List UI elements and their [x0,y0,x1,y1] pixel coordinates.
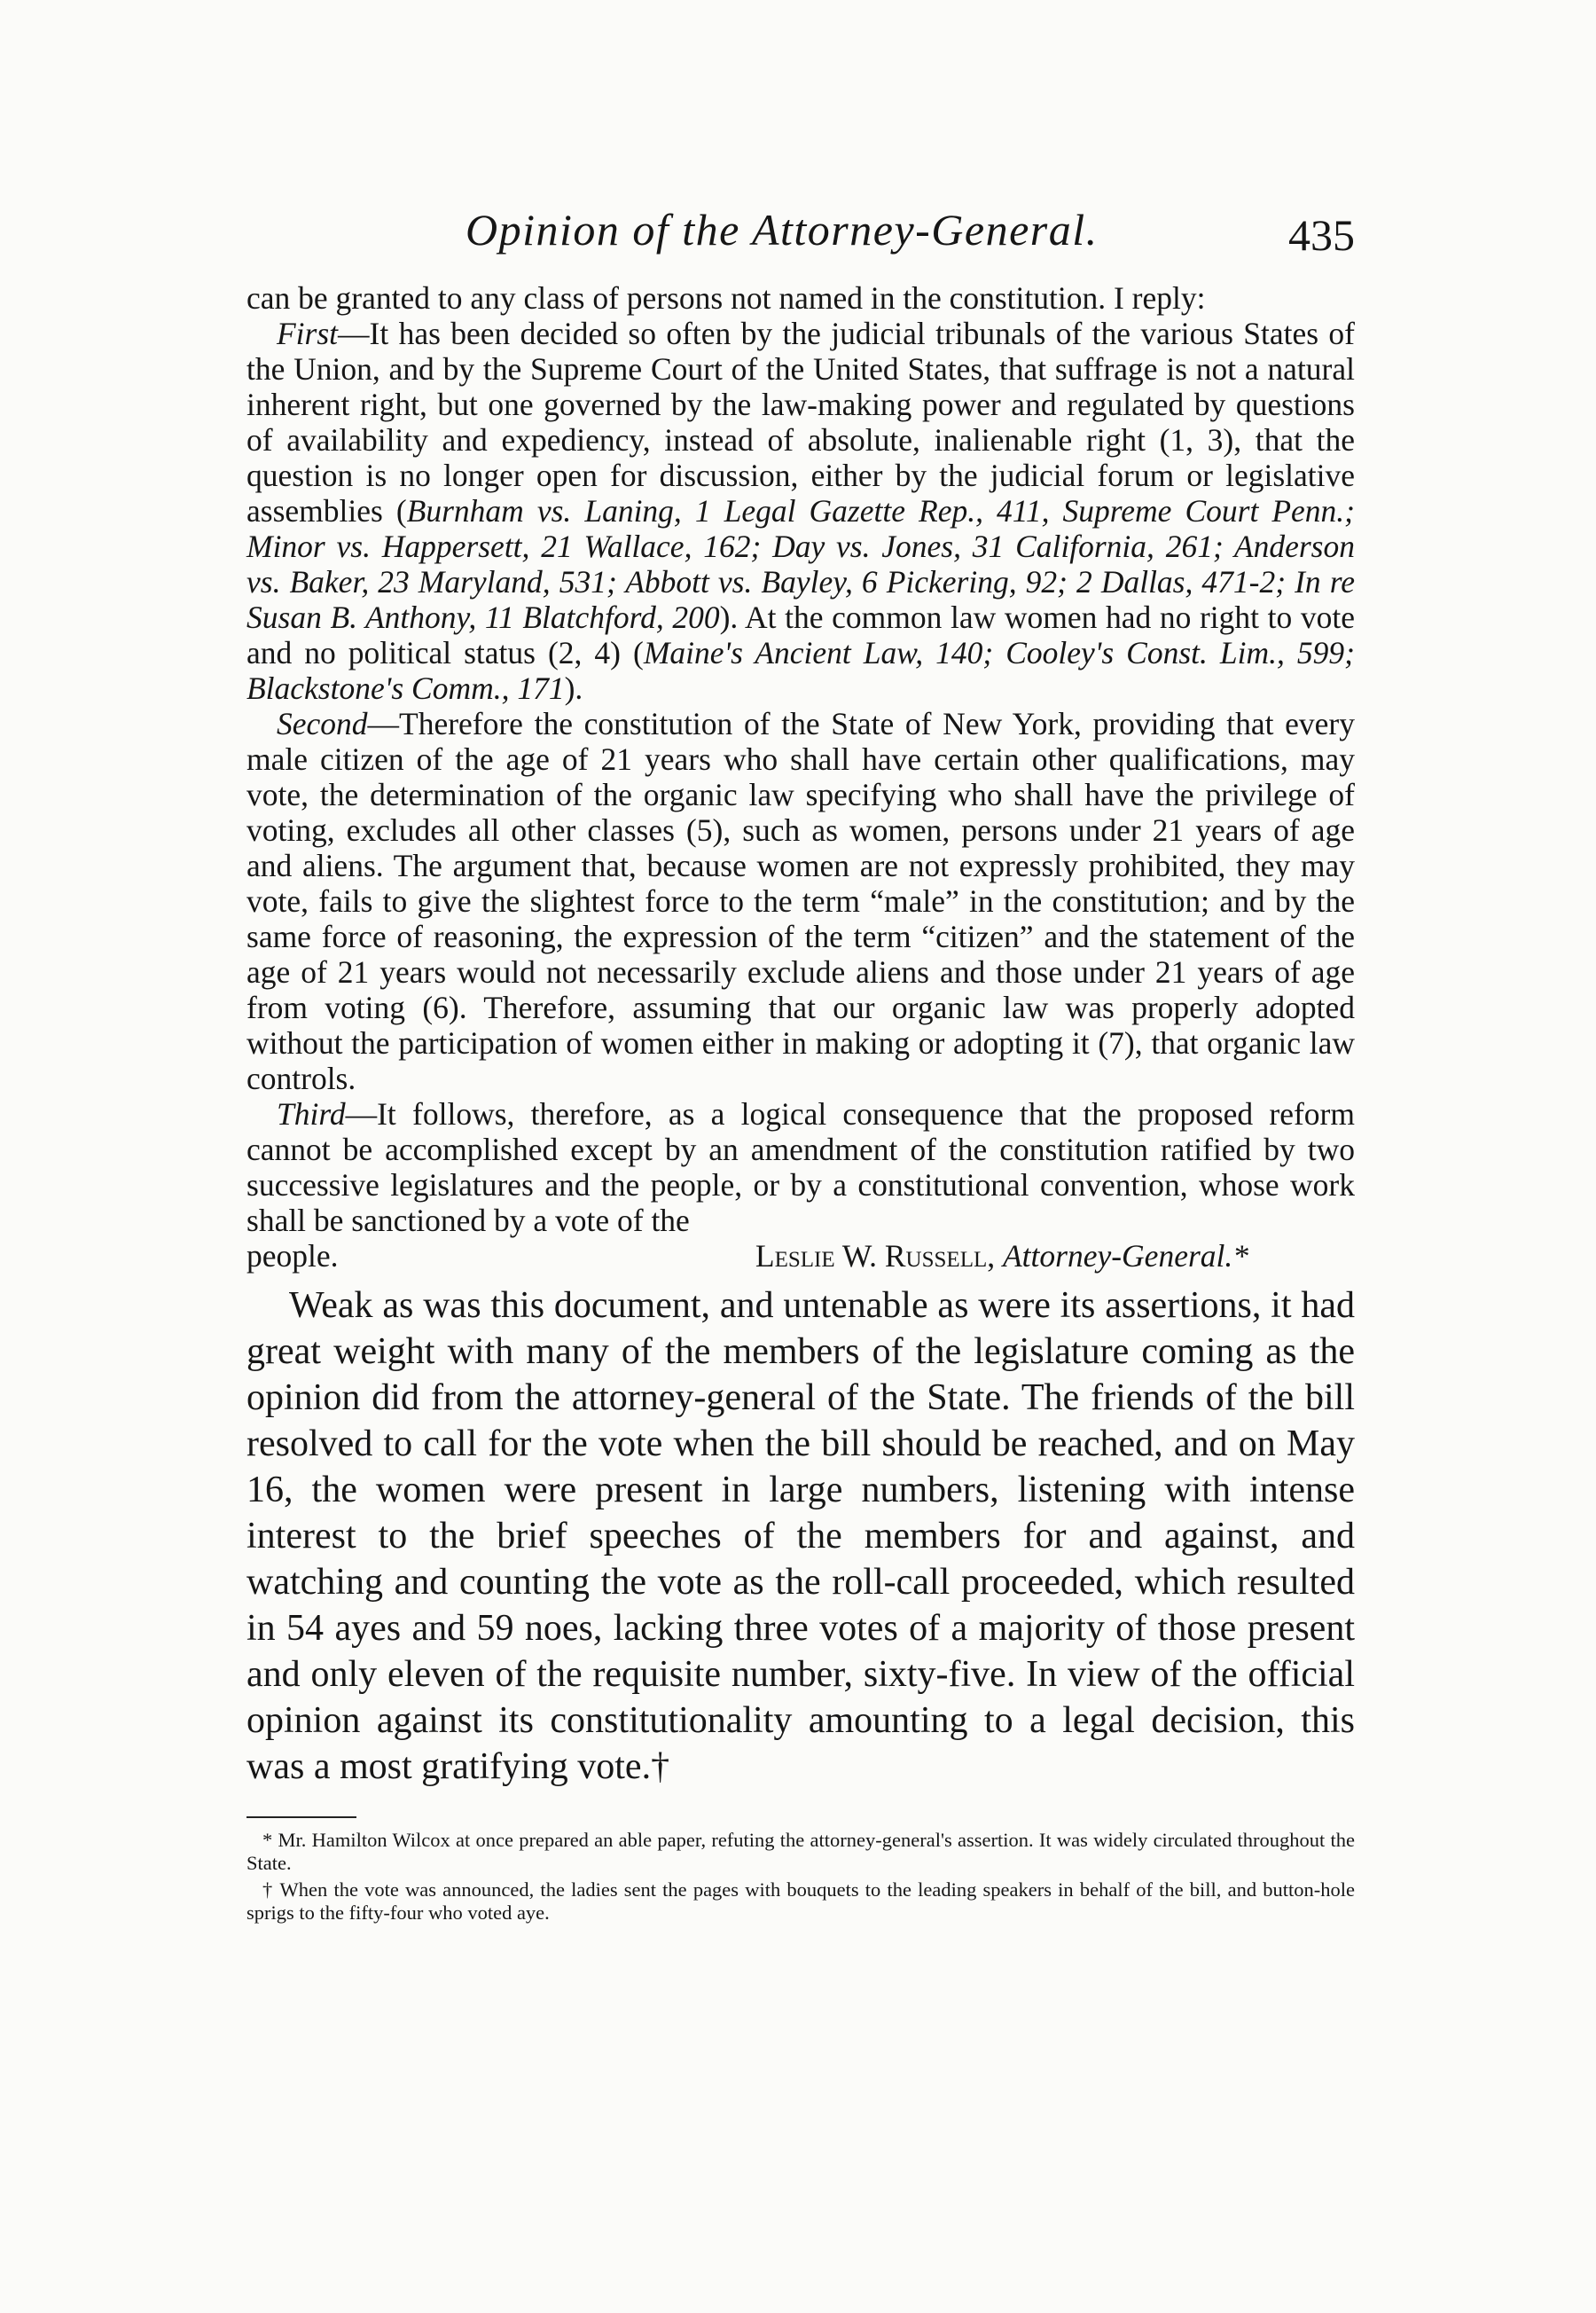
signature-name: Leslie W. Russell, [755,1238,996,1274]
narrative-paragraph [246,1282,1355,1790]
second-label: Second [277,706,368,741]
second-text: —Therefore the constitution of the State of New York, providing that every male citizen of the age of 21 years who shall have certain other qualifications, may vote, the determination of the organic law specifying who shall have the privilege of voting, excludes all other classes (5), such as women, persons under 21 years of age and aliens. The argument that, because women are not expressly prohibited, they may vote, fails to give the slightest force to the term “male” in the constitution; and by the same force of reasoning, the expression of the term “citizen” and the statement of the age of 21 years would not necessarily exclude aliens and those under 21 years of age from voting (6). Therefore, assuming that our organic law was properly adopted without the participation of women either in making or adopting it (7), that organic law controls. [246,706,1355,1096]
signature [755,1238,1248,1274]
signature-line [246,1238,1355,1274]
running-head [246,197,1355,277]
footnote-rule [246,1816,356,1818]
running-title: Opinion of the Attorney-General. [466,205,1099,255]
first-text-a: —It has been decided so often by the judicial tribunals of the various States of the Union, and by the Supreme Court of the United States, that suffrage is not a natural inherent right, but one governed by the law-making power and regulated by questions of availability and expediency, instead of absolute, inalienable right (1, 3), that the question is no longer open for discussion, either by the judicial forum or legislative assemblies ( [246,316,1355,529]
page-number: 435 [1288,210,1355,260]
first-text-c: ). [564,670,583,706]
footnotes [246,1829,1355,1925]
first-label: First [277,316,339,351]
footnote-dagger: † When the vote was announced, the ladies sent the pages with bouquets to the leading speakers in behalf of the bill, and button-hole sprigs to the fifty-four who voted aye. [246,1878,1355,1924]
opinion-intro: can be granted to any class of persons not named in the constitution. I reply: [246,280,1206,316]
first-citations-b: Maine's Ancient Law, 140; Cooley's Const. Lim., 599; Blackstone's Comm., 171 [246,635,1355,706]
narrative-text: Weak as was this document, and untenable as were its assertions, it had great weight with many of the members of the legislature coming as the opinion did from the attorney-general of the State. The friends of the bill resolved to call for the vote when the bill should be reached, and on May 16, the women were present in large numbers, listening with intense interest to the brief speeches of the members for and against, and watching and counting the vote as the roll-call proceeded, which resulted in 54 ayes and 59 noes, lacking three votes of a majority of those present and only eleven of the requisite number, sixty-five. In view of the official opinion against its constitutionality amounting to a legal decision, this was a most gratifying vote.† [246,1285,1355,1787]
first-citations-a: Burnham vs. Laning, 1 Legal Gazette Rep., 411, Supreme Court Penn.; Minor vs. Happersett, 21 Wallace, 162; Day vs. Jones, 31 California, 261; Anderson vs. Baker, 23 Maryland, 531; Abbott vs. Bayley, 6 Pickering, 92; 2 Dallas, 471-2; In re Susan B. Anthony, 11 Blatchford, 200 [246,493,1355,635]
footnote-asterisk: * Mr. Hamilton Wilcox at once prepared an able paper, refuting the attorney-general's assertion. It was widely circulated throughout the State. [246,1829,1355,1874]
signature-title: Attorney-General.* [1002,1238,1248,1274]
first-text-b: ). At the common law women had no right to vote and no political status (2, 4) ( [246,600,1355,670]
third-text: —It follows, therefore, as a logical consequence that the proposed reform cannot be accomplished except by an amendment of the constitution ratified by two successive legislatures and the people, or by a constitutional convention, whose work shall be sanctioned by a vote of the [246,1096,1355,1238]
book-page [246,197,1355,2254]
closing-word: people. [246,1238,339,1274]
attorney-general-opinion [246,280,1355,1274]
opinion-third-paragraph [246,1096,1355,1238]
opinion-first-paragraph [246,316,1355,706]
third-label: Third [277,1096,346,1132]
opinion-second-paragraph [246,706,1355,1096]
